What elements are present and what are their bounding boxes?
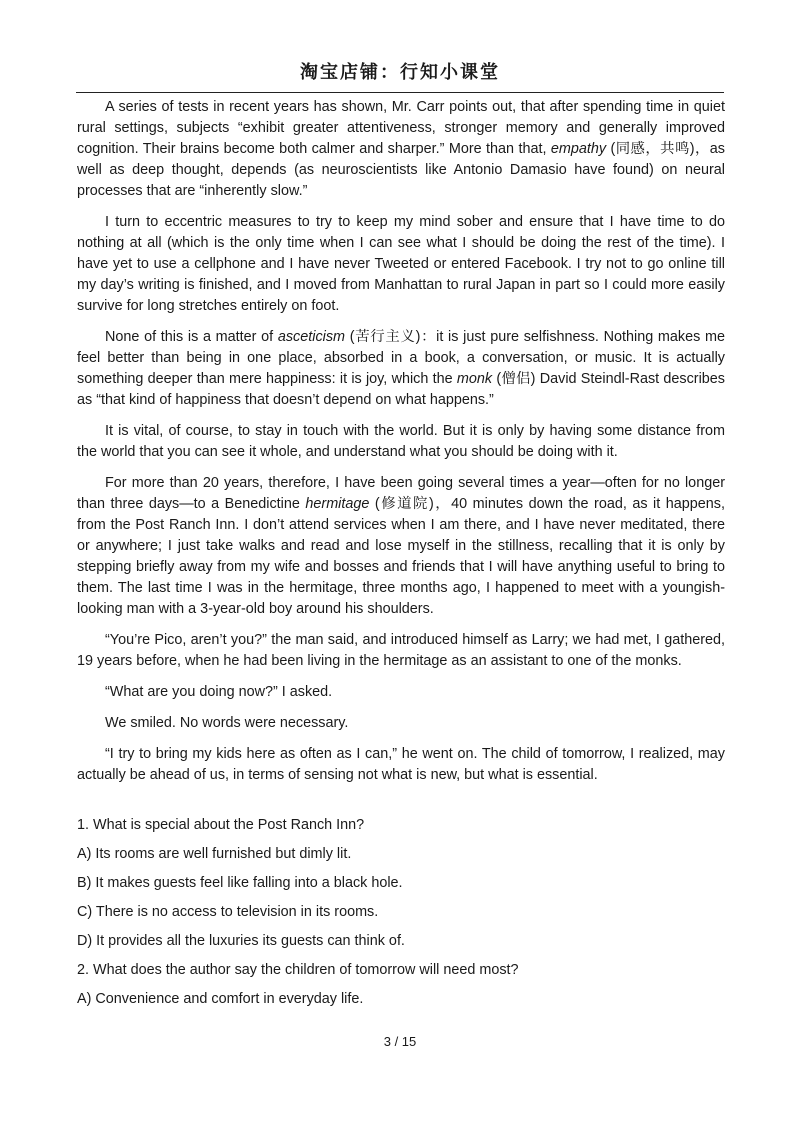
text-run: For more than 20 years, therefore, I have been going several times a year—often for no longer than three days—to a Benedictine [77,475,725,512]
text-run: (僧侣) David Steindl-Rast describes as “that kind of happiness that doesn’t depend on what happens.” [77,371,726,408]
text-run: (同感，共鸣)，as well as deep thought, depends (as neuroscientists like Antonio Damasio have found) on neural processes that are “inherently slow.” [77,141,725,199]
paragraph [77,630,725,672]
paragraph [77,97,725,202]
italic-term: hermitage [305,496,370,512]
question-list [77,816,725,1009]
text-run: A series of tests in recent years has shown, Mr. Carr points out, that after spending time in quiet rural settings, subjects “exhibit greater attentiveness, stronger memory and generally improved cognition. Their brains become both calmer and sharper.” More than that, [77,99,725,157]
text-run: (苦行主义)：it is just pure selfishness. Nothing makes me feel better than being in one place, absorbed in a book, a conversation, or music. It is actually something deeper than mere happiness: it is joy, which the [77,329,725,387]
answer-option: A) Its rooms are well furnished but dimly lit. [77,846,352,862]
paragraph [77,473,725,620]
text-run: It is vital, of course, to stay in touch with the world. But it is only by having some distance from the world that you can see it whole, and understand what you should be doing with it. [77,423,725,460]
text-run: “You’re Pico, aren’t you?” the man said, and introduced himself as Larry; we had met, I gathered, 19 years before, when he had been living in the hermitage as an assistant to one of the monks. [77,632,725,669]
paragraph [77,212,725,317]
text-run: “What are you doing now?” I asked. [105,684,333,700]
paragraph [77,421,725,463]
text-run: None of this is a matter of [105,329,278,345]
paragraph-list [77,97,725,786]
text-run: I turn to eccentric measures to try to keep my mind sober and ensure that I have time to do nothing at all (which is the only time when I can see what I should be doing the rest of the time). I have yet to use a cellphone and I have never Tweeted or entered Facebook. I try not to go online till my day’s writing is finished, and I moved from Manhattan to rural Japan in part so I could more easily survive for long stretches entirely on foot. [77,214,725,314]
text-run: “I try to bring my kids here as often as I can,” he went on. The child of tomorrow, I realized, may actually be ahead of us, in terms of sensing not what is new, but what is essential. [77,746,725,783]
question-stem: 2. What does the author say the children of tomorrow will need most? [77,962,519,978]
answer-option: A) Convenience and comfort in everyday life. [77,991,364,1007]
italic-term: empathy [550,141,607,157]
text-run: We smiled. No words were necessary. [105,715,349,731]
answer-option: B) It makes guests feel like falling into a black hole. [77,875,403,891]
page-number: 3 / 15 [383,1034,417,1049]
italic-term: asceticism [277,329,346,345]
paragraph [77,682,725,703]
paragraph [77,744,725,786]
answer-option: D) It provides all the luxuries its guests can think of. [77,933,405,949]
page-header: 淘宝店铺：行知小课堂 [76,58,724,93]
italic-term: monk [456,371,493,387]
paragraph [77,327,725,411]
text-run: (修道院)，40 minutes down the road, as it happens, from the Post Ranch Inn. I don’t attend services when I am there, and I have never meditated, there or anywhere; I just take walks and read and lose myself in the stillness, recalling that it is only by stepping briefly away from my wife and bosses and friends that I will have anything useful to bring to them. The last time I was in the hermitage, three months ago, I happened to meet with a youngish-looking man with a 3-year-old boy around his shoulders. [77,496,725,617]
answer-option: C) There is no access to television in its rooms. [77,904,379,920]
paragraph [77,713,725,734]
article-body [77,97,725,1019]
question-stem: 1. What is special about the Post Ranch Inn? [77,817,365,833]
